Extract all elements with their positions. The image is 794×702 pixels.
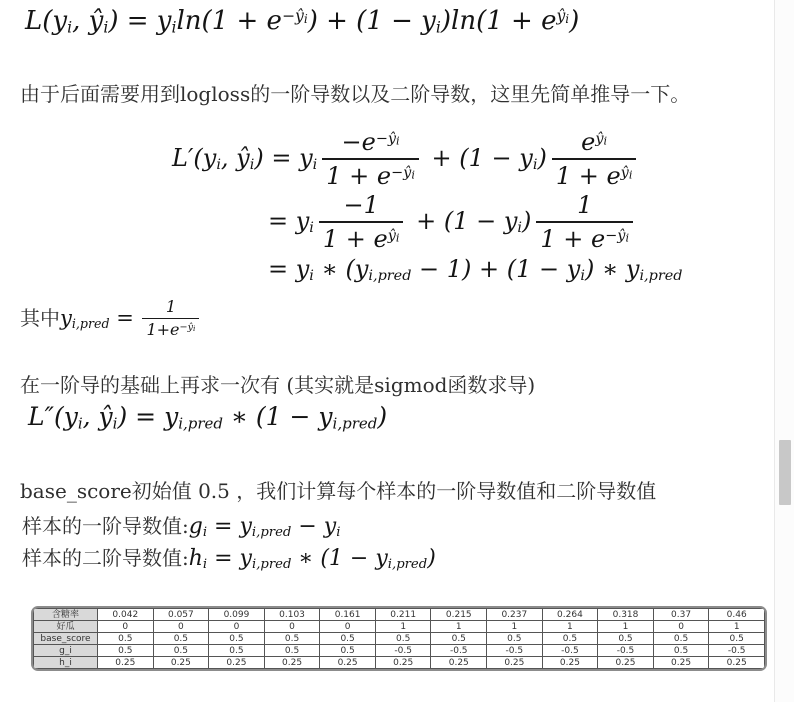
value-cell: 0.25	[542, 657, 598, 669]
value-cell: 0	[98, 621, 154, 633]
paragraph-second-derivative-note: 在一阶导的基础上再求一次有 (其实就是sigmod函数求导)	[20, 373, 536, 397]
value-cell: 0.5	[98, 633, 154, 645]
formula-second-derivative: $L''(y_i$, $ŷ_i) = y_{i,pred}$ ∗ $(1 - y_{i,pred})$	[28, 402, 388, 433]
line-gradient-definition	[22, 513, 340, 540]
table-row	[34, 645, 765, 657]
math-segment: $y_{i,pred}$ =	[60, 305, 141, 331]
line-hessian-definition	[22, 545, 436, 572]
label-gradient: 样本的一阶导数值:	[22, 514, 189, 538]
value-cell: 0.5	[209, 633, 265, 645]
value-cell: 0.099	[209, 609, 265, 621]
value-cell: -0.5	[487, 645, 543, 657]
value-cell: 0.161	[320, 609, 376, 621]
value-cell: 0.25	[98, 657, 154, 669]
value-cell: 0.46	[709, 609, 765, 621]
value-cell: 0.264	[542, 609, 598, 621]
math-exponent	[282, 7, 308, 25]
math-exponent	[556, 7, 569, 25]
value-cell: 0	[264, 621, 320, 633]
label-whence: 其中	[20, 306, 60, 330]
value-cell: 0.25	[431, 657, 487, 669]
formula-first-derivative-line-3: = $y_i$ ∗ $(y_{i,pred} - 1) + (1 - y_i)$ ∗ $y_{i,pred}$	[268, 255, 683, 285]
formula-first-derivative-line-1	[172, 128, 641, 190]
math-token: −ŷ	[281, 6, 304, 25]
value-cell: 1	[598, 621, 654, 633]
value-cell: 0.37	[653, 609, 709, 621]
math-fraction: $\frac{1}{1 + e^{-ŷi}}$	[536, 189, 633, 255]
value-cell: 0.25	[320, 657, 376, 669]
value-cell: 0.5	[209, 645, 265, 657]
value-cell: -0.5	[598, 645, 654, 657]
math-sub: i	[67, 18, 73, 37]
value-cell: 0.5	[431, 633, 487, 645]
math-token: ) + (1 − y	[307, 6, 436, 36]
scrollbar-track[interactable]	[774, 0, 794, 702]
table-row	[34, 633, 765, 645]
math-token: ŷ	[556, 6, 566, 25]
value-cell: 0.057	[153, 609, 209, 621]
value-cell: 0.5	[709, 633, 765, 645]
value-cell: 0.5	[653, 645, 709, 657]
math-token: , ŷ	[72, 6, 104, 36]
value-cell: 0	[653, 621, 709, 633]
value-cell: 0	[153, 621, 209, 633]
value-cell: 0.25	[598, 657, 654, 669]
value-cell: 0.103	[264, 609, 320, 621]
value-cell: 0.25	[653, 657, 709, 669]
value-cell: 0.5	[542, 633, 598, 645]
math-sub: i	[303, 11, 308, 26]
value-cell: 0.25	[487, 657, 543, 669]
value-cell: 1	[375, 621, 431, 633]
math-fraction: $\frac{1}{1+e^{-ŷi}}$	[142, 296, 199, 341]
math-segment: = $y_i$	[268, 207, 314, 237]
math-segment: $g_i = y_{i,pred} - y_i$	[188, 514, 341, 540]
table-row	[34, 609, 765, 621]
value-cell: 1	[542, 621, 598, 633]
paragraph-intro: 由于后面需要用到logloss的一阶导数以及二阶导数，这里先简单推导一下。	[20, 82, 691, 106]
value-cell: 0.5	[153, 645, 209, 657]
row-header-cell: base_score	[34, 633, 98, 645]
math-sub: i	[565, 11, 570, 26]
derivatives-table	[33, 608, 765, 669]
math-sub: i	[435, 18, 441, 37]
value-cell: 0.5	[320, 645, 376, 657]
row-header-cell: h_i	[34, 657, 98, 669]
math-fraction: $\frac{-1}{1 + e^{ŷi}}$	[319, 189, 404, 255]
value-cell: 0.5	[375, 633, 431, 645]
math-token: )	[569, 6, 580, 36]
value-cell: 0.5	[487, 633, 543, 645]
value-cell: 0.25	[264, 657, 320, 669]
value-cell: 0.5	[98, 645, 154, 657]
value-cell: 0.318	[598, 609, 654, 621]
paragraph-base-score: base_score初始值 0.5 ，我们计算每个样本的一阶导数值和二阶导数值	[20, 479, 657, 503]
value-cell: 0	[209, 621, 265, 633]
math-token: ) = y	[108, 6, 172, 36]
value-cell: 0.215	[431, 609, 487, 621]
value-cell: -0.5	[375, 645, 431, 657]
inline-formula-ypred	[20, 294, 201, 342]
value-cell: 0.25	[153, 657, 209, 669]
scrollbar-thumb[interactable]	[779, 440, 791, 505]
value-cell: 0.25	[709, 657, 765, 669]
value-cell: 0.5	[264, 633, 320, 645]
value-cell: -0.5	[431, 645, 487, 657]
value-cell: -0.5	[542, 645, 598, 657]
value-cell: 0.237	[487, 609, 543, 621]
value-cell: 0.5	[264, 645, 320, 657]
value-cell: 1	[431, 621, 487, 633]
formula-first-derivative-line-2	[268, 191, 638, 253]
math-sub: i	[171, 18, 177, 37]
table-row	[34, 657, 765, 669]
value-cell: 0.25	[375, 657, 431, 669]
derivatives-table-wrapper	[31, 606, 767, 671]
math-fraction: $\frac{e^{ŷi}}{1 + e^{ŷi}}$	[552, 126, 637, 192]
value-cell: 0.5	[320, 633, 376, 645]
value-cell: 0.5	[598, 633, 654, 645]
math-token: )ln(1 + e	[440, 6, 557, 36]
value-cell: 0.5	[153, 633, 209, 645]
math-token: L(y	[25, 6, 68, 36]
value-cell: 0.211	[375, 609, 431, 621]
math-token: ln(1 + e	[176, 6, 282, 36]
math-segment: $h_i = y_{i,pred}$ ∗ $(1 - y_{i,pred})$	[188, 546, 436, 572]
value-cell: 0.5	[653, 633, 709, 645]
value-cell: 1	[487, 621, 543, 633]
math-segment: + $(1 - y_i)$	[423, 144, 547, 174]
value-cell: 0	[320, 621, 376, 633]
formula-logloss	[25, 6, 579, 36]
value-cell: -0.5	[709, 645, 765, 657]
value-cell: 1	[709, 621, 765, 633]
row-header-cell: 含糖率	[34, 609, 98, 621]
value-cell: 0.25	[209, 657, 265, 669]
row-header-cell: g_i	[34, 645, 98, 657]
row-header-cell: 好瓜	[34, 621, 98, 633]
value-cell: 0.042	[98, 609, 154, 621]
math-segment: + $(1 - y_i)$	[408, 207, 532, 237]
math-sub: i	[103, 18, 109, 37]
math-segment: $L'(y_i$, $ŷ_i) = y_i$	[172, 144, 318, 174]
label-hessian: 样本的二阶导数值:	[22, 546, 189, 570]
math-fraction: $\frac{-e^{-ŷi}}{1 + e^{-ŷi}}$	[322, 126, 419, 192]
table-row	[34, 621, 765, 633]
